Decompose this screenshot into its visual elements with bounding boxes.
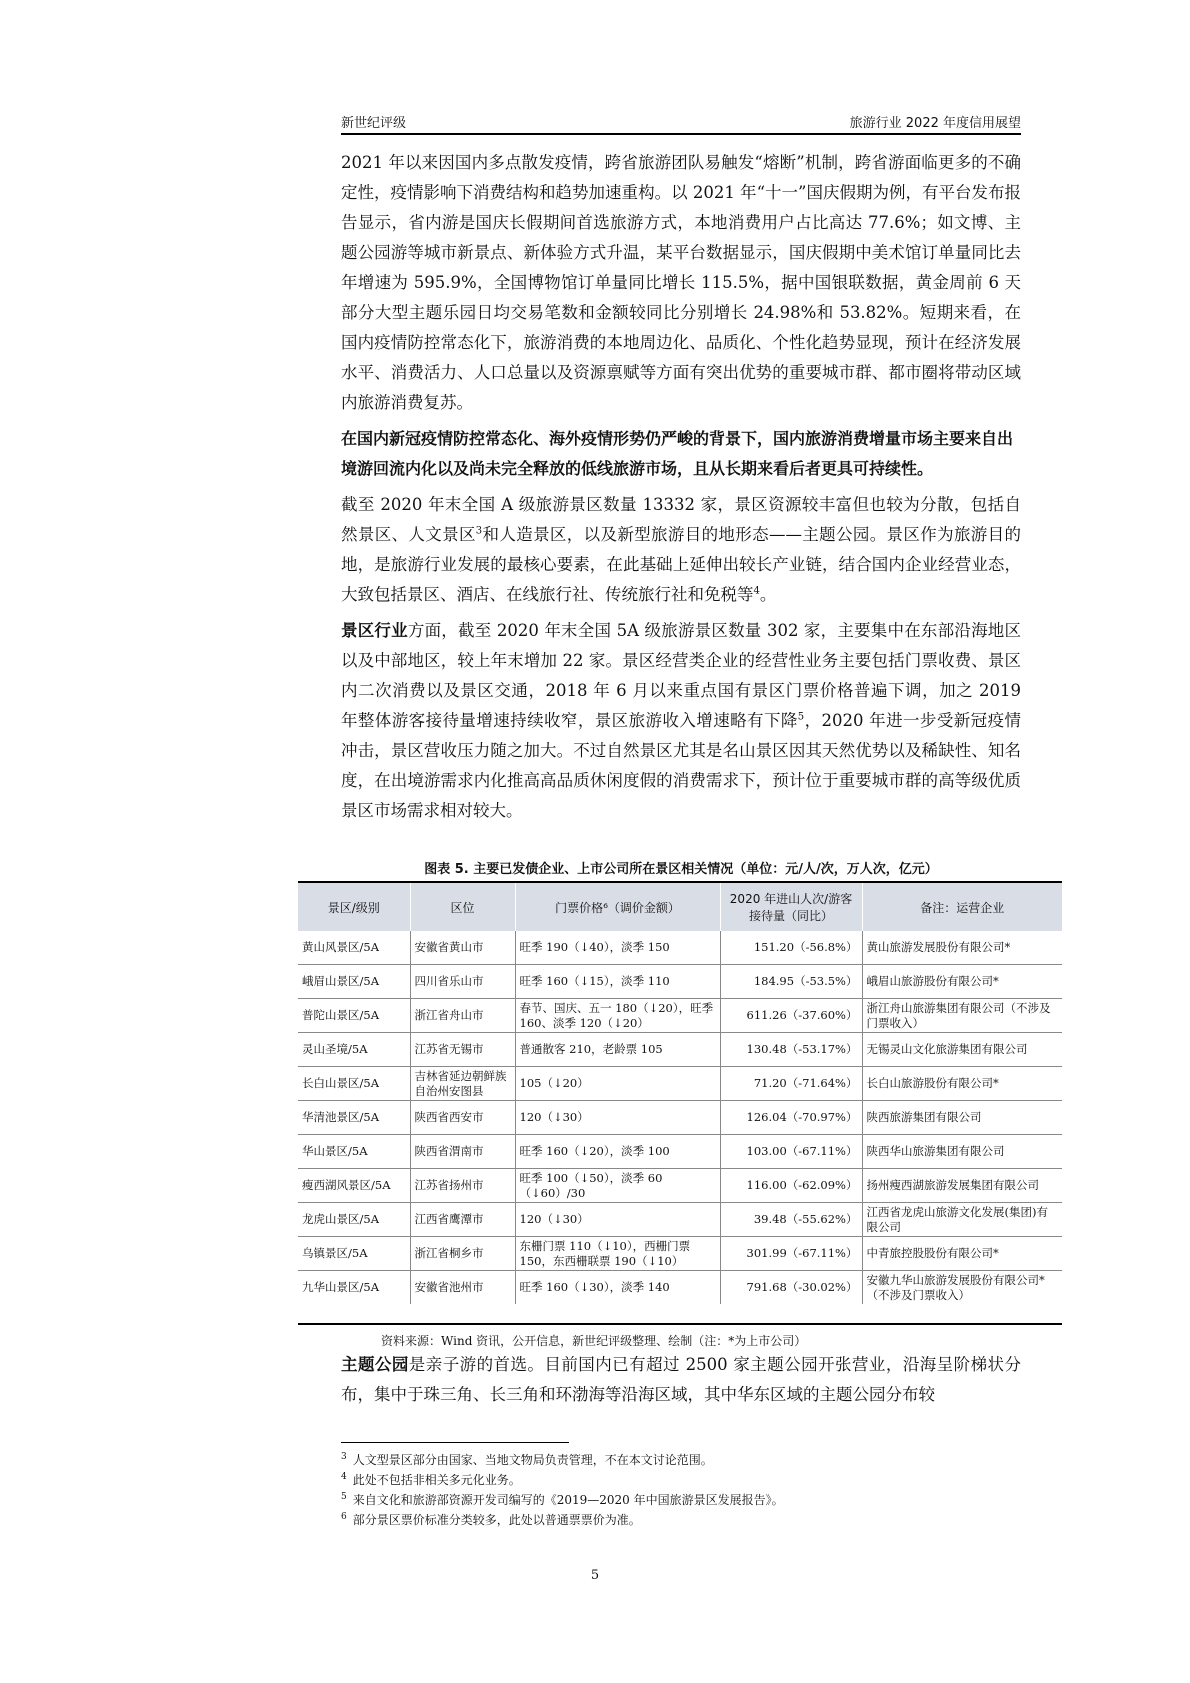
cell-visitors: 301.99（-67.11%） — [720, 1237, 862, 1271]
paragraph-1: 2021 年以来因国内多点散发疫情，跨省旅游团队易触发“熔断”机制，跨省游面临更多的不确定性，疫情影响下消费结构和趋势加速重构。以 2021 年“十一”国庆假期为例，有平台发布报告显示，省内游是国庆长假期间首选旅游方式，本地消费用户占比高达 77.6%；如文博、主题公园游等城市新景点、新体验方式升温，某平台数据显示，国庆假期中美术馆订单量同比去年增速为 595.9%，全国博物馆订单量同比增长 115.5%，据中国银联数据，黄金周前 6 天部分大型主题乐园日均交易笔数和金额较同比分别增长 24.98%和 53.82%。短期来看，在国内疫情防控常态化下，旅游消费的本地周边化、品质化、个性化趋势显现，预计在经济发展水平、消费活力、人口总量以及资源禀赋等方面有突出优势的重要城市群、都市圈将带动区域内旅游消费复苏。 — [341, 153, 1021, 412]
paragraph-3-part-b: 和人造景区，以及新型旅游目的地形态——主题公园。景区作为旅游目的地，是旅游行业发展的最核心要素，在此基础上延伸出较长产业链，结合国内企业经营业态，大致包括景区、酒店、在线旅行社、传统旅行社和免税等 — [341, 525, 1022, 604]
cell-ticket-price: 旺季 190（↓40），淡季 150 — [515, 931, 720, 965]
table-row — [298, 965, 1062, 999]
table-row — [298, 931, 1062, 965]
section-bottom — [341, 1350, 1021, 1410]
table-caption: 图表 5. 主要已发债企业、上市公司所在景区相关情况（单位：元/人/次，万人次，亿元） — [424, 862, 938, 877]
footnote-number: 5 — [341, 1492, 347, 1502]
table-header-row — [298, 883, 1062, 931]
cell-operator: 江西省龙虎山旅游文化发展(集团)有限公司 — [862, 1203, 1062, 1237]
header-rule — [341, 133, 1021, 135]
cell-operator: 中青旅控股股份有限公司* — [862, 1237, 1062, 1271]
paragraph-3-part-c: 。 — [759, 585, 777, 604]
cell-location: 吉林省延边朝鲜族自治州安图县 — [410, 1067, 515, 1101]
cell-operator: 长白山旅游股份有限公司* — [862, 1067, 1062, 1101]
cell-ticket-price: 普通散客 210，老龄票 105 — [515, 1033, 720, 1067]
paragraph-5 — [341, 1350, 1021, 1410]
cell-location: 陕西省渭南市 — [410, 1135, 515, 1169]
footnote-text: 来自文化和旅游部资源开发司编写的《2019—2020 年中国旅游景区发展报告》。 — [352, 1493, 784, 1507]
cell-location: 江西省鹰潭市 — [410, 1203, 515, 1237]
cell-operator: 无锡灵山文化旅游集团有限公司 — [862, 1033, 1062, 1067]
cell-operator: 安徽九华山旅游发展股份有限公司*（不涉及门票收入） — [862, 1271, 1062, 1305]
footnote-5 — [341, 1490, 784, 1510]
table-source-note: 资料来源：Wind 资讯，公开信息，新世纪评级整理、绘制（注：*为上市公司） — [381, 1334, 807, 1348]
cell-visitors: 151.20（-56.8%） — [720, 931, 862, 965]
cell-ticket-price: 105（↓20） — [515, 1067, 720, 1101]
table-bottom-rule — [298, 1323, 1062, 1325]
paragraph-4-part-b: ，2020 年进一步受新冠疫情冲击，景区营收压力随之加大。不过自然景区尤其是名山景区因其天然优势以及稀缺性、知名度，在出境游需求内化推高高品质休闲度假的消费需求下，预计位于重要城市群的高等级优质景区市场需求相对较大。 — [341, 711, 1021, 820]
cell-location: 陕西省西安市 — [410, 1101, 515, 1135]
cell-ticket-price: 旺季 100（↓50），淡季 60（↓60）/30 — [515, 1169, 720, 1203]
cell-location: 浙江省舟山市 — [410, 999, 515, 1033]
cell-ticket-price: 东栅门票 110（↓10），西栅门票 150，东西栅联票 190（↓10） — [515, 1237, 720, 1271]
cell-area: 黄山风景区/5A — [298, 931, 410, 965]
footnote-3 — [341, 1450, 784, 1470]
col-header-operator: 备注：运营企业 — [862, 883, 1062, 931]
footnote-ref-5[interactable]: 5 — [797, 711, 805, 723]
section-top — [341, 148, 1021, 826]
col-header-visitors: 2020 年进山人次/游客接待量（同比） — [720, 883, 862, 931]
col-header-area: 景区/级别 — [298, 883, 410, 931]
cell-ticket-price: 旺季 160（↓15），淡季 110 — [515, 965, 720, 999]
paragraph-3 — [341, 490, 1021, 610]
cell-operator: 峨眉山旅游股份有限公司* — [862, 965, 1062, 999]
footnote-rule — [341, 1442, 569, 1443]
cell-ticket-price: 旺季 160（↓20），淡季 100 — [515, 1135, 720, 1169]
cell-area: 九华山景区/5A — [302, 1280, 379, 1294]
paragraph-3-part-a: 截至 2020 年末全国 A 级旅游景区数量 13332 家，景区资源较丰富但也较为分散，包括自然景区、人文景区 — [341, 495, 1021, 544]
cell-visitors: 130.48（-53.17%） — [720, 1033, 862, 1067]
footnote-number: 4 — [341, 1472, 347, 1482]
table-row — [298, 999, 1062, 1033]
cell-visitors: 611.26（-37.60%） — [720, 999, 862, 1033]
footnote-4 — [341, 1470, 784, 1490]
cell-visitors: 126.04（-70.97%） — [720, 1101, 862, 1135]
footnote-number: 3 — [341, 1452, 347, 1462]
cell-visitors: 71.20（-71.64%） — [720, 1067, 862, 1101]
cell-visitors: 116.00（-62.09%） — [720, 1169, 862, 1203]
paragraph-4-part-a: 方面，截至 2020 年末全国 5A 级旅游景区数量 302 家，主要集中在东部沿海地区以及中部地区，较上年末增加 22 家。景区经营类企业的经营性业务主要包括门票收费、景区内二次消费以及景区交通，2018 年 6 月以来重点国有景区门票价格普遍下调，加之 2019 年整体游客接待量增速持续收窄，景区旅游收入增速略有下降 — [341, 621, 1021, 730]
footnote-6 — [341, 1510, 784, 1530]
table-row — [298, 1135, 1062, 1169]
keyword-theme-park: 主题公园 — [341, 1355, 409, 1374]
cell-visitors: 39.48（-55.62%） — [720, 1203, 862, 1237]
cell-location: 江苏省扬州市 — [410, 1169, 515, 1203]
cell-visitors: 184.95（-53.5%） — [720, 965, 862, 999]
col-header-ticket-price: 门票价格⁶（调价金额） — [515, 883, 720, 931]
cell-location: 四川省乐山市 — [410, 965, 515, 999]
footnote-text: 人文型景区部分由国家、当地文物局负责管理，不在本文讨论范围。 — [352, 1453, 713, 1467]
table-row — [298, 1067, 1062, 1101]
footnote-ref-3[interactable]: 3 — [475, 525, 483, 537]
cell-ticket-price: 旺季 160（↓30），淡季 140 — [515, 1271, 720, 1305]
cell-area: 龙虎山景区/5A — [298, 1203, 410, 1237]
table-row — [298, 1271, 1062, 1305]
cell-area: 灵山圣境/5A — [298, 1033, 410, 1067]
cell-ticket-price: 春节、国庆、五一 180（↓20），旺季 160、淡季 120（↓20） — [515, 999, 720, 1033]
header-left: 新世纪评级 — [341, 116, 407, 131]
cell-area: 峨眉山景区/5A — [298, 965, 410, 999]
cell-location: 浙江省桐乡市 — [410, 1237, 515, 1271]
cell-operator: 扬州瘦西湖旅游发展集团有限公司 — [862, 1169, 1062, 1203]
col-header-location: 区位 — [410, 883, 515, 931]
header-right: 旅游行业 2022 年度信用展望 — [849, 116, 1021, 131]
cell-ticket-price: 120（↓30） — [515, 1203, 720, 1237]
paragraph-5-part-a: 是亲子游的首选。目前国内已有超过 2500 家主题公园开张营业，沿海呈阶梯状分布，集中于珠三角、长三角和环渤海等沿海区域，其中华东区域的主题公园分布较 — [341, 1355, 1022, 1404]
page-number: 5 — [590, 1568, 600, 1583]
paragraph-4 — [341, 616, 1021, 826]
table-row — [298, 1033, 1062, 1067]
table-row — [298, 1169, 1062, 1203]
footnotes — [341, 1450, 784, 1530]
page-header — [341, 112, 1021, 134]
cell-location: 安徽省池州市 — [410, 1271, 515, 1305]
cell-area: 长白山景区/5A — [298, 1067, 410, 1101]
cell-operator: 陕西华山旅游集团有限公司 — [862, 1135, 1062, 1169]
table-row — [298, 1101, 1062, 1135]
footnote-ref-4[interactable]: 4 — [753, 585, 760, 597]
cell-location: 江苏省无锡市 — [410, 1033, 515, 1067]
cell-location: 安徽省黄山市 — [410, 931, 515, 965]
table-row — [298, 1237, 1062, 1271]
cell-area: 乌镇景区/5A — [298, 1237, 410, 1271]
cell-operator: 浙江舟山旅游集团有限公司（不涉及门票收入） — [862, 999, 1062, 1033]
cell-operator: 陕西旅游集团有限公司 — [862, 1101, 1062, 1135]
cell-area: 瘦西湖风景区/5A — [298, 1169, 410, 1203]
cell-area: 普陀山景区/5A — [298, 999, 410, 1033]
keyword-scenic-industry: 景区行业 — [341, 621, 408, 640]
cell-area: 华清池景区/5A — [298, 1101, 410, 1135]
cell-area: 华山景区/5A — [298, 1135, 410, 1169]
cell-visitors: 791.68（-30.02%） — [720, 1271, 862, 1305]
footnote-text: 此处不包括非相关多元化业务。 — [352, 1473, 521, 1487]
scenic-area-table — [298, 883, 1062, 1304]
footnote-number: 6 — [341, 1512, 347, 1522]
cell-operator: 黄山旅游发展股份有限公司* — [862, 931, 1062, 965]
footnote-text: 部分景区票价标准分类较多，此处以普通票票价为准。 — [352, 1513, 641, 1527]
cell-visitors: 103.00（-67.11%） — [720, 1135, 862, 1169]
table-row — [298, 1203, 1062, 1237]
paragraph-2-bold: 在国内新冠疫情防控常态化、海外疫情形势仍严峻的背景下，国内旅游消费增量市场主要来自出境游回流内化以及尚未完全释放的低线旅游市场，且从长期来看后者更具可持续性。 — [341, 429, 1014, 478]
cell-ticket-price: 120（↓30） — [515, 1101, 720, 1135]
